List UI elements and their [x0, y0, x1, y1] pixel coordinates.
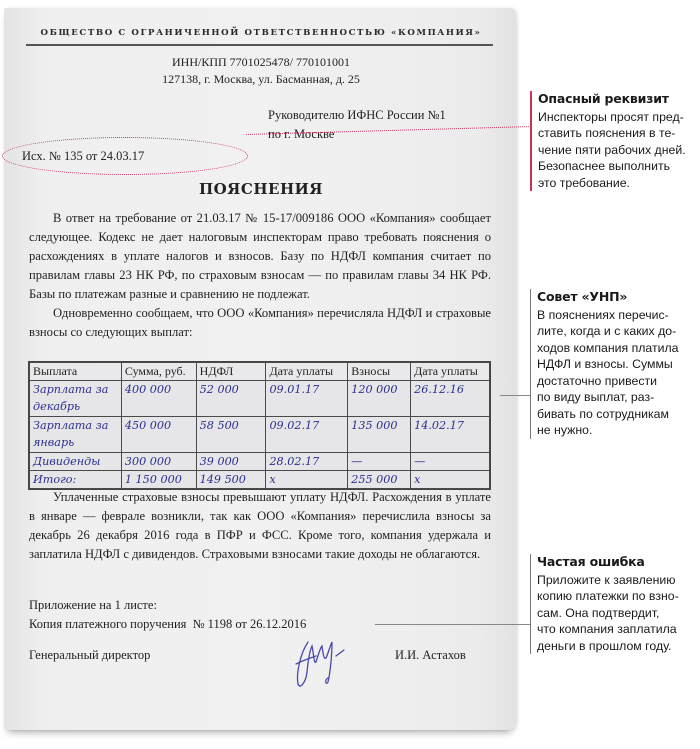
company-address: 127138, г. Москва, ул. Басманная, д. 25 — [162, 72, 360, 86]
callout-unp-advice — [530, 289, 698, 439]
signature-icon — [290, 634, 350, 690]
callout-line: что компания заплатила — [537, 622, 677, 636]
outgoing-number: Исх. № 135 от 24.03.17 — [22, 149, 145, 163]
column-header: Дата уплаты — [266, 363, 348, 381]
callout-line: лите, когда и с каких до- — [537, 324, 677, 338]
callout-common-mistake — [530, 554, 698, 654]
table-cell: Зарплата за декабрь — [30, 381, 122, 417]
callout-line: копию платежки по взно- — [537, 589, 679, 603]
signer-position: Генеральный директор — [29, 648, 151, 662]
table-cell: 09.01.17 — [266, 381, 348, 417]
company-header: ОБЩЕСТВО С ОГРАНИЧЕННОЙ ОТВЕТСТВЕННОСТЬЮ «КОМПАНИЯ» — [40, 28, 482, 38]
callout-line: ставить пояснения в те- — [538, 126, 676, 140]
document-title: ПОЯСНЕНИЯ — [198, 180, 324, 198]
table-cell: 135 000 — [348, 417, 411, 453]
signer-name: И.И. Астахов — [395, 648, 466, 662]
column-header: Сумма, руб. — [121, 363, 196, 381]
callout-line: Приложите к заявлению — [537, 572, 676, 587]
paragraph-1-text: В ответ на требование от 21.03.17 № 15-17/009186 ООО «Компания» сообщает следующее. Кодекс не дает налоговым инспекторам право требовать пояснения о расхождениях в уплате налогов и взносов. Базу по НДФЛ компания считает по правилам главы 23 НК РФ, по страховым взносам — по правилам главы 34 НК РФ. Базы по платежам разные и сравнению не подлежат. — [29, 211, 491, 301]
table-cell: x — [411, 471, 490, 489]
table-cell: Итого: — [30, 471, 122, 489]
table-cell: 28.02.17 — [266, 453, 348, 471]
table-cell: 400 000 — [121, 381, 196, 417]
table-cell: — — [348, 453, 411, 471]
table-row — [30, 417, 490, 453]
table-cell: 26.12.16 — [411, 381, 490, 417]
table-cell: — — [411, 453, 490, 471]
callout-line: это требование. — [538, 175, 630, 190]
callout-title: Совет «УНП» — [537, 289, 628, 304]
table-total-row — [30, 471, 490, 489]
header-divider — [26, 44, 493, 46]
appendix-block — [29, 596, 306, 634]
column-header: Выплата — [30, 363, 122, 381]
table-cell: 58 500 — [196, 417, 266, 453]
callout-line: не нужно. — [537, 423, 593, 437]
paragraph-3 — [29, 488, 491, 564]
table-cell: Зарплата за январь — [30, 417, 122, 453]
callout-title: Опасный реквизит — [538, 91, 669, 106]
table-row — [30, 453, 490, 471]
callout-line: сам. Она подтвердит, — [537, 605, 660, 620]
recipient-line-1: Руководителю ИФНС России №1 — [268, 108, 446, 122]
callout-line: бивать по сотрудникам — [537, 406, 669, 421]
table-cell: 09.02.17 — [266, 417, 348, 453]
inn-kpp: ИНН/КПП 7701025478/ 770101001 — [171, 55, 350, 69]
appendix-line-1: Приложение на 1 листе: — [29, 598, 157, 612]
callout-line: ходов компания платила — [537, 340, 679, 355]
paragraph-3-text: Уплаченные страховые взносы превышают уплату НДФЛ. Расхождения в уплате в январе — феврале возникли, так как ООО «Компания» перечислила взносы за декабрь 26 декабря 2016 года в ПФР и ФСС. Кроме того, компания удержала и заплатила НДФЛ с дивидендов. Страховыми взносами такие доходы не облагаются. — [29, 490, 491, 561]
table-cell: 39 000 — [196, 453, 266, 471]
callout-line: чение пяти рабочих дней. — [538, 142, 686, 157]
callout-connector-line — [375, 624, 530, 625]
table-cell: 52 000 — [196, 381, 266, 417]
callout-line: В пояснениях перечис- — [537, 307, 669, 322]
table-cell: 14.02.17 — [411, 417, 490, 453]
callout-line: достаточно привести — [537, 373, 657, 388]
callout-title: Частая ошибка — [537, 554, 645, 569]
table-cell: 450 000 — [121, 417, 196, 453]
payments-table — [29, 362, 490, 489]
paragraph-2 — [29, 304, 491, 342]
callout-line: по виду выплат, раз- — [537, 390, 655, 404]
callout-line: Безопаснее выполнить — [538, 159, 670, 173]
callout-connector-line — [500, 395, 530, 396]
paragraph-1 — [29, 209, 491, 304]
table-cell: 1 150 000 — [121, 471, 196, 489]
paragraph-2-text: Одновременно сообщаем, что ООО «Компания» перечисляла НДФЛ и страховые взносы со следующих выплат: — [29, 306, 491, 339]
table-cell: 149 500 — [196, 471, 266, 489]
column-header: Дата уплаты — [411, 363, 490, 381]
table-cell: Дивиденды — [30, 453, 122, 471]
column-header: Взносы — [348, 363, 411, 381]
recipient-block — [268, 106, 446, 144]
company-requisites — [30, 54, 492, 88]
callout-line: деньги в прошлом году. — [537, 638, 672, 653]
callout-dangerous-detail — [530, 91, 698, 191]
appendix-line-2: Копия платежного поручения № 1198 от 26.12.2016 — [29, 617, 307, 631]
recipient-line-2: по г. Москве — [268, 127, 335, 141]
table-header-row — [30, 363, 490, 381]
column-header: НДФЛ — [196, 363, 266, 381]
table-cell: 300 000 — [121, 453, 196, 471]
table-row — [30, 381, 490, 417]
table-cell: 255 000 — [348, 471, 411, 489]
callout-line: НДФЛ и взносы. Суммы — [537, 357, 673, 371]
table-cell: 120 000 — [348, 381, 411, 417]
callout-line: Инспекторы просят пред- — [538, 109, 684, 124]
table-cell: x — [266, 471, 348, 489]
